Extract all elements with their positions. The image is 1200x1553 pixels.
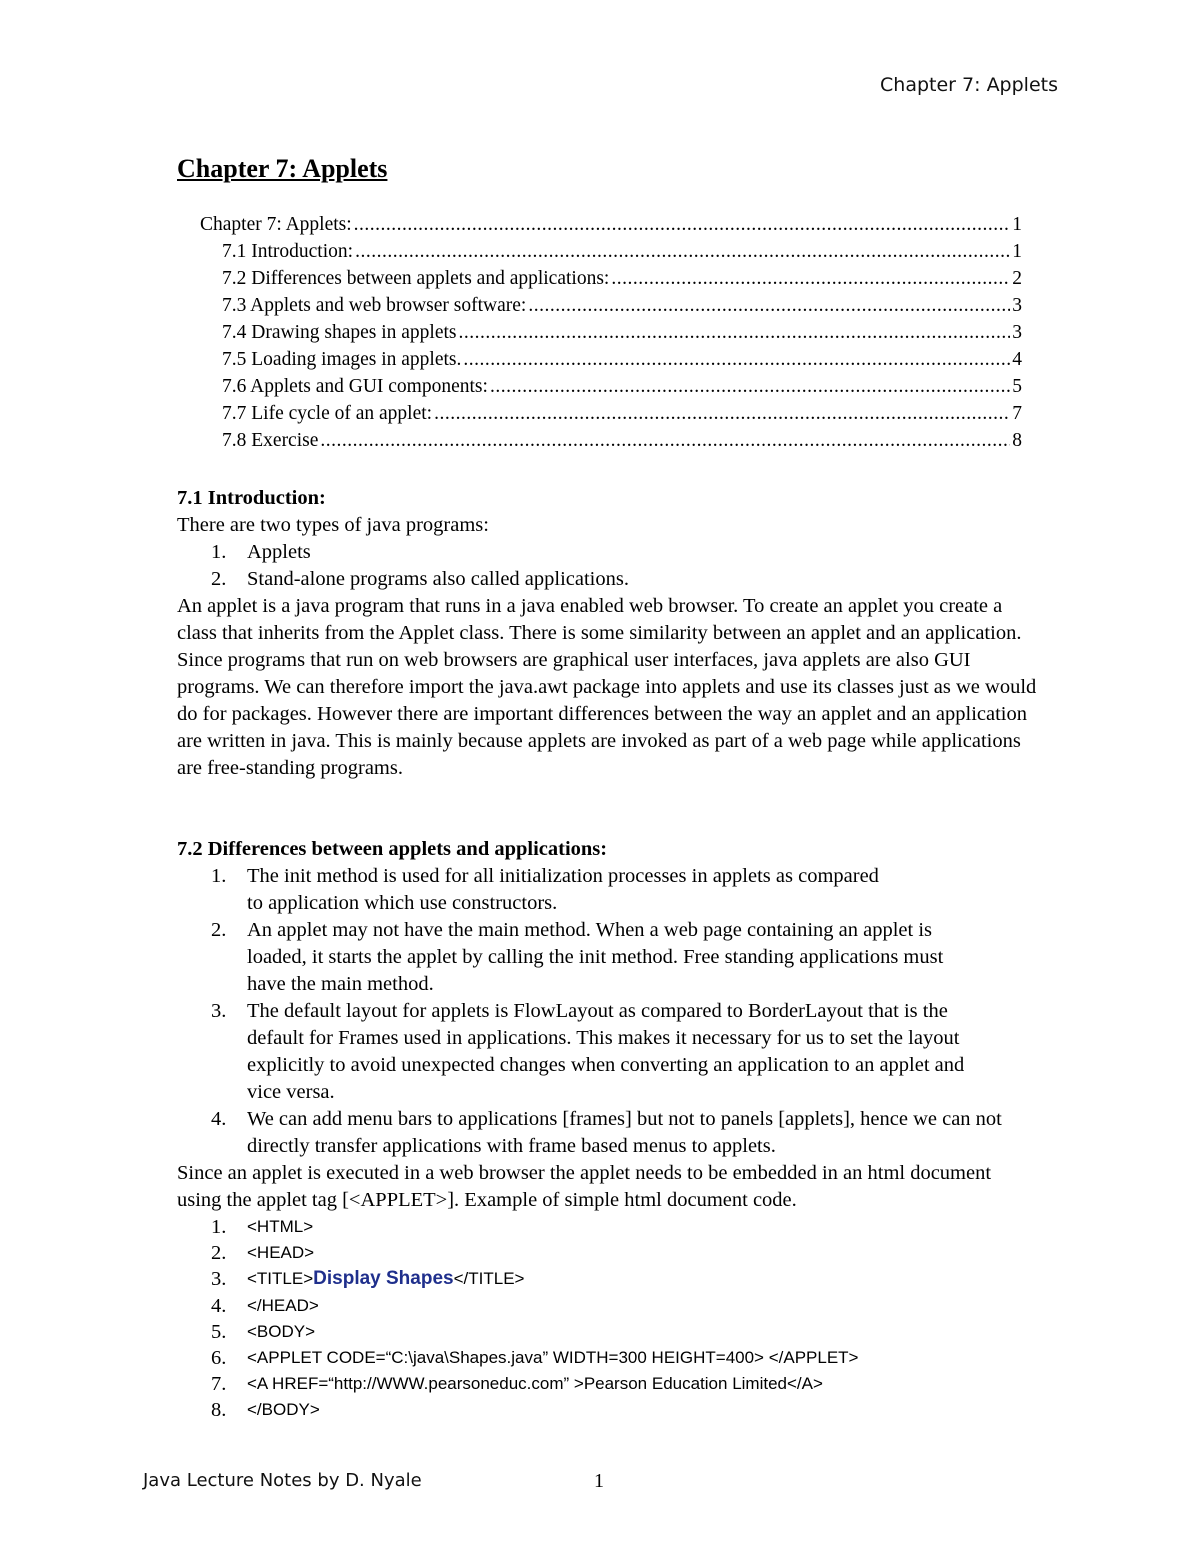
differences-list	[177, 863, 1037, 1160]
footer-author: Java Lecture Notes by D. Nyale	[143, 1470, 422, 1491]
toc-entry[interactable]	[200, 238, 1022, 265]
toc-entry-page: 2	[1012, 268, 1022, 289]
list-text: Applets	[247, 541, 311, 563]
line-number: 1.	[211, 1216, 227, 1238]
toc-entry-label: 7.6 Applets and GUI components:	[222, 376, 488, 397]
table-of-contents	[200, 211, 1022, 454]
code-text: </BODY>	[247, 1400, 320, 1420]
toc-entry-label: Chapter 7: Applets:	[200, 214, 352, 235]
toc-entry[interactable]	[200, 319, 1022, 346]
toc-entry[interactable]	[200, 265, 1022, 292]
running-header: Chapter 7: Applets	[880, 74, 1058, 96]
code-line	[177, 1345, 1037, 1371]
toc-entry-label: 7.4 Drawing shapes in applets	[222, 322, 457, 343]
code-line	[177, 1266, 1037, 1292]
line-number: 6.	[211, 1347, 227, 1370]
list-text: The init method is used for all initialization processes in applets as compared to application which use constructors.	[247, 865, 879, 914]
toc-entry[interactable]	[200, 292, 1022, 319]
code-text: <BODY>	[247, 1321, 316, 1341]
list-number: 1.	[211, 865, 227, 887]
code-line	[177, 1293, 1037, 1319]
list-item	[177, 917, 1037, 998]
toc-leader-dots	[434, 400, 1010, 427]
toc-leader-dots	[354, 211, 1011, 238]
section-heading: 7.1 Introduction:	[177, 487, 326, 509]
code-text: <TITLE>	[247, 1269, 314, 1289]
list-text: Stand-alone programs also called applications.	[247, 568, 629, 590]
line-number: 4.	[211, 1294, 227, 1317]
list-number: 4.	[211, 1108, 227, 1130]
toc-leader-dots	[459, 319, 1011, 346]
line-number: 2.	[211, 1242, 227, 1265]
html-code-example	[177, 1214, 1037, 1424]
toc-leader-dots	[355, 238, 1010, 265]
list-item	[177, 863, 1037, 917]
toc-entry-page: 3	[1012, 322, 1022, 343]
code-text: <APPLET CODE=“C:\java\Shapes.java” WIDTH=300 HEIGHT=400> </APPLET>	[247, 1348, 859, 1368]
code-text: <HTML>	[247, 1217, 314, 1236]
list-text: We can add menu bars to applications [frames] but not to panels [applets], hence we can not directly transfer applications with frame based menus to applets.	[247, 1108, 1002, 1157]
list-number: 3.	[211, 1000, 227, 1022]
toc-entry-page: 8	[1012, 430, 1022, 451]
list-text: An applet may not have the main method. When a web page containing an applet is loaded, it starts the applet by calling the init method. Free standing applications must have the main method.	[247, 919, 944, 995]
list-text: The default layout for applets is FlowLayout as compared to BorderLayout that is the default for Frames used in applications. This makes it necessary for us to set the layout explicitly to avoid unexpected changes when converting an application to an applet and vice versa.	[247, 1000, 965, 1103]
list-number: 2.	[211, 568, 227, 590]
line-number: 8.	[211, 1399, 227, 1422]
intro-lead-text: There are two types of java programs:	[177, 514, 489, 536]
toc-entry-label: 7.2 Differences between applets and applications:	[222, 268, 610, 289]
list-item	[177, 539, 1037, 566]
toc-leader-dots	[490, 373, 1010, 400]
footer-page-number: 1	[594, 1470, 604, 1492]
list-item	[177, 1106, 1037, 1160]
list-item	[177, 566, 1037, 593]
code-line	[177, 1319, 1037, 1345]
line-number: 5.	[211, 1320, 227, 1343]
toc-entry[interactable]	[200, 400, 1022, 427]
code-line	[177, 1397, 1037, 1423]
list-number: 1.	[211, 541, 227, 563]
program-types-list	[177, 539, 1037, 593]
code-text: </HEAD>	[247, 1295, 319, 1315]
toc-entry[interactable]	[200, 373, 1022, 400]
toc-entry-page: 1	[1012, 241, 1022, 262]
toc-leader-dots	[611, 265, 1010, 292]
toc-entry-label: 7.7 Life cycle of an applet:	[222, 403, 433, 424]
section-introduction	[177, 485, 1037, 782]
code-text: </TITLE>	[453, 1269, 525, 1289]
toc-entry[interactable]	[200, 346, 1022, 373]
toc-entry-label: 7.1 Introduction:	[222, 241, 354, 262]
code-title-highlight: Display Shapes	[313, 1268, 454, 1290]
toc-entry[interactable]	[200, 211, 1022, 238]
toc-entry-page: 5	[1012, 376, 1022, 397]
code-line	[177, 1214, 1037, 1240]
section-differences	[177, 836, 1037, 1424]
toc-entry-page: 3	[1012, 295, 1022, 316]
toc-entry[interactable]	[200, 427, 1022, 454]
code-text: <HEAD>	[247, 1243, 315, 1263]
toc-entry-label: 7.3 Applets and web browser software:	[222, 295, 527, 316]
chapter-title: Chapter 7: Applets	[177, 154, 388, 183]
toc-entry-label: 7.8 Exercise	[222, 430, 319, 451]
applet-tag-paragraph: Since an applet is executed in a web browser the applet needs to be embedded in an html document using the applet tag [<APPLET>]. Example of simple html document code.	[177, 1162, 992, 1211]
toc-entry-page: 4	[1012, 349, 1022, 370]
list-item	[177, 998, 1037, 1106]
intro-paragraph: An applet is a java program that runs in a java enabled web browser. To create an applet you create a class that inherits from the Applet class. There is some similarity between an applet and an application. Since programs that run on web browsers are graphical user interfaces, java applets are also GUI programs. We can therefore import the java.awt package into applets and use its classes just as we would do for packages. However there are important differences between the way an applet and an application are written in java. This is mainly because applets are invoked as part of a web page while applications are free-standing programs.	[177, 595, 1037, 779]
line-number: 3.	[211, 1268, 227, 1291]
toc-leader-dots	[320, 427, 1010, 454]
code-line	[177, 1371, 1037, 1397]
code-text: <A HREF=“http://WWW.pearsoneduc.com” >Pearson Education Limited</A>	[247, 1374, 823, 1394]
section-heading: 7.2 Differences between applets and applications:	[177, 838, 608, 860]
toc-entry-label: 7.5 Loading images in applets.	[222, 349, 462, 370]
code-line	[177, 1240, 1037, 1266]
toc-leader-dots	[463, 346, 1010, 373]
list-number: 2.	[211, 919, 227, 941]
line-number: 7.	[211, 1373, 227, 1396]
toc-entry-page: 7	[1012, 403, 1022, 424]
toc-entry-page: 1	[1012, 214, 1022, 235]
toc-leader-dots	[528, 292, 1010, 319]
